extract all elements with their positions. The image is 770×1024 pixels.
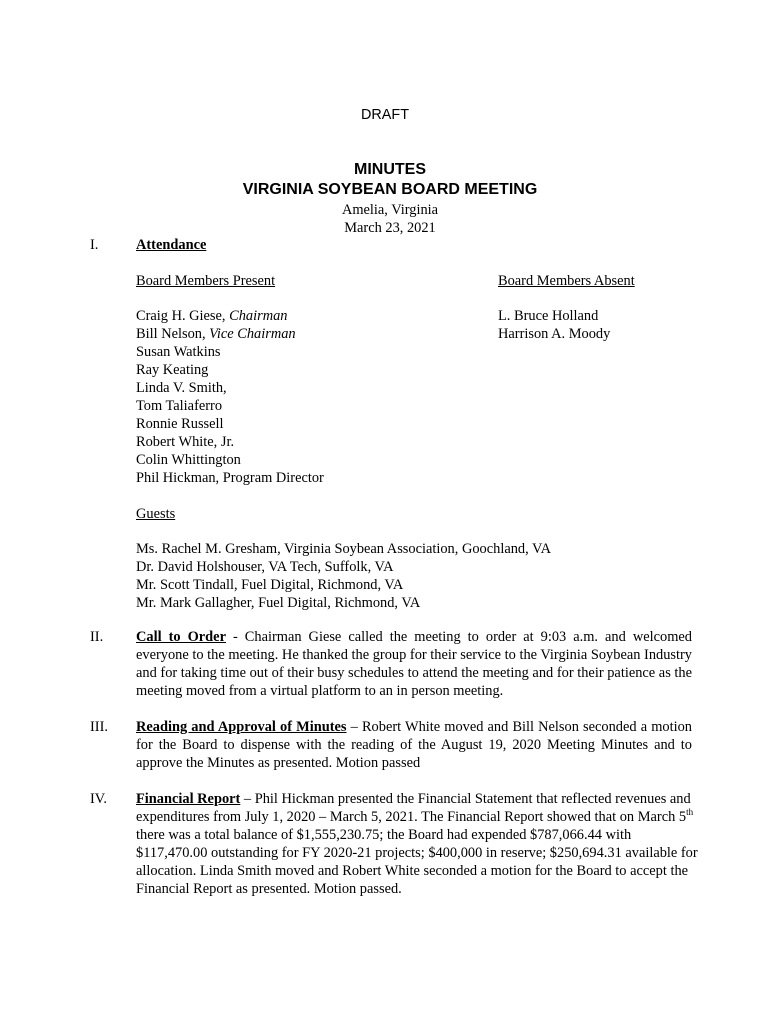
list-item: Mr. Mark Gallagher, Fuel Digital, Richmond, VA [136, 595, 421, 611]
list-item: Dr. David Holshouser, VA Tech, Suffolk, VA [136, 559, 394, 575]
list-item: Colin Whittington [136, 452, 241, 468]
absent-label: Board Members Absent [498, 273, 635, 289]
present-label: Board Members Present [136, 273, 276, 289]
present-members-list [136, 307, 324, 487]
document-title: MINUTES [354, 161, 426, 178]
section-number-minutes: III. [90, 719, 108, 735]
section-number-call-to-order: II. [90, 629, 104, 645]
meeting-date: March 23, 2021 [344, 220, 436, 236]
minutes-paragraph: Reading and Approval of Minutes – Robert White moved and Bill Nelson seconded a motion for the Board to dispense with the reading of the August 19, 2020 Meeting Minutes and to approve the Minutes as presented. Motion passed [136, 719, 692, 771]
list-item: Craig H. Giese, Chairman [136, 308, 288, 324]
list-item: Ms. Rachel M. Gresham, Virginia Soybean Association, Goochland, VA [136, 541, 551, 557]
list-item: Susan Watkins [136, 344, 221, 360]
list-item: Bill Nelson, Vice Chairman [136, 326, 296, 342]
draft-label: DRAFT [361, 107, 409, 123]
board-meeting-title: VIRGINIA SOYBEAN BOARD MEETING [242, 181, 538, 198]
financial-paragraph: Financial Report – Phil Hickman presented the Financial Statement that reflected revenues and expenditures from July 1, 2020 – March 5, 2021. The Financial Report showed that on March 5th there was a total balance of $1,555,230.75; the Board had expended $787,066.44 with $117,470.00 outstanding for FY 2020-21 projects; $400,000 in reserve; $250,694.31 available for allocation. Linda Smith moved and Robert White seconded a motion for the Board to accept the Financial Report as presented. Motion passed. [136, 791, 698, 897]
list-item: Robert White, Jr. [136, 434, 235, 450]
list-item: Mr. Scott Tindall, Fuel Digital, Richmond, VA [136, 577, 404, 593]
list-item: Harrison A. Moody [498, 326, 611, 342]
minutes-heading: Reading and Approval of Minutes [136, 719, 347, 735]
list-item: Phil Hickman, Program Director [136, 470, 324, 486]
list-item: Ray Keating [136, 362, 209, 378]
guests-label: Guests [136, 506, 176, 522]
list-item: Tom Taliaferro [136, 398, 223, 414]
section-number-attendance: I. [90, 237, 99, 253]
call-to-order-paragraph: Call to Order - Chairman Giese called the meeting to order at 9:03 a.m. and welcomed everyone to the meeting. He thanked the group for their service to the Virginia Soybean Industry and for taking time out of their busy schedules to attend the meeting and for their patience as the meeting moved from a virtual platform to an in person meeting. [136, 629, 692, 699]
call-to-order-heading: Call to Order [136, 629, 226, 645]
absent-members-list [498, 307, 610, 343]
list-item: Ronnie Russell [136, 416, 224, 432]
list-item: Linda V. Smith, [136, 380, 227, 396]
list-item: L. Bruce Holland [498, 308, 599, 324]
section-number-financial: IV. [90, 791, 107, 807]
attendance-heading: Attendance [136, 237, 207, 253]
guests-list [136, 540, 551, 612]
financial-heading: Financial Report [136, 791, 241, 807]
meeting-location: Amelia, Virginia [341, 202, 439, 218]
